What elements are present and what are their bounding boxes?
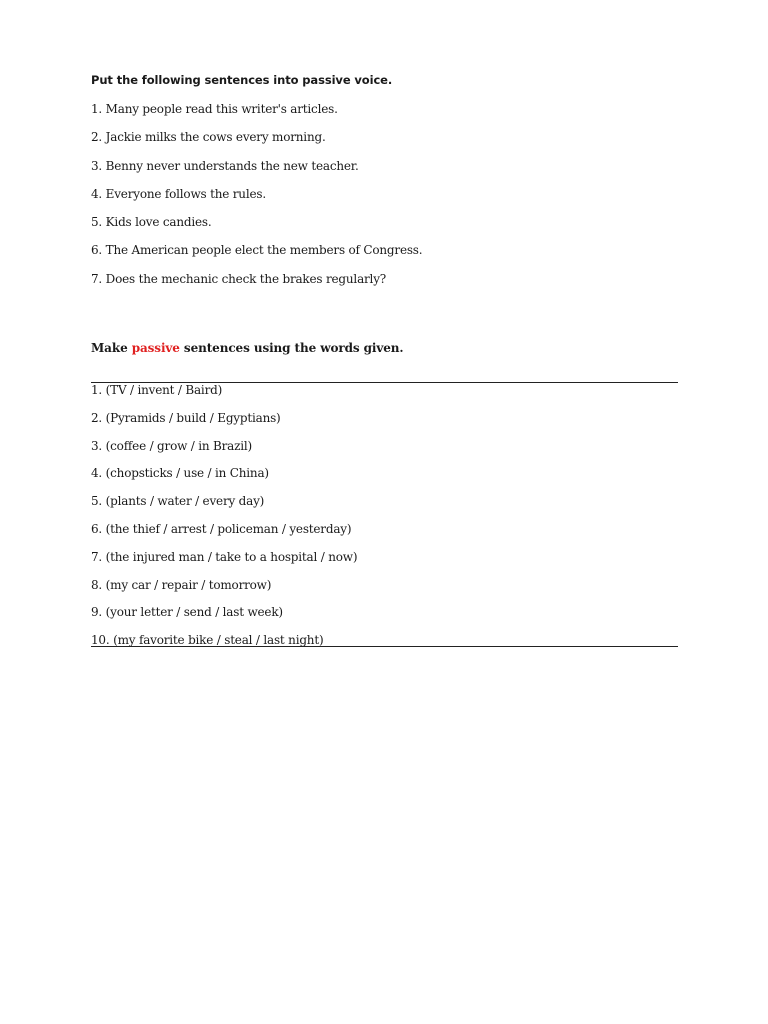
list-item: 5. (plants / water / every day) — [91, 494, 265, 509]
section1-heading: Put the following sentences into passive voice. — [91, 73, 393, 87]
list-item: 4. (chopsticks / use / in China) — [91, 466, 269, 481]
list-item: 6. The American people elect the members of Congress. — [91, 243, 423, 258]
list-item: 8. (my car / repair / tomorrow) — [91, 577, 272, 592]
table-bottom-rule — [91, 646, 678, 647]
section1-list — [91, 101, 422, 299]
list-item: 2. (Pyramids / build / Egyptians) — [91, 410, 281, 425]
list-item: 9. (your letter / send / last week) — [91, 605, 283, 620]
list-item: 10. (my favorite bike / steal / last night) — [91, 633, 324, 648]
list-item: 1. (TV / invent / Baird) — [91, 383, 223, 397]
list-item: 5. Kids love candies. — [91, 215, 212, 230]
section2-list — [91, 382, 357, 660]
heading-accent-word: passive — [131, 341, 180, 355]
list-item: 1. Many people read this writer's articles. — [91, 102, 338, 116]
list-item: 3. Benny never understands the new teacher. — [91, 158, 359, 173]
list-item: 3. (coffee / grow / in Brazil) — [91, 438, 253, 453]
heading-suffix: sentences using the words given. — [179, 341, 404, 355]
list-item: 7. Does the mechanic check the brakes regularly? — [91, 271, 387, 286]
list-item: 2. Jackie milks the cows every morning. — [91, 130, 326, 145]
list-item: 6. (the thief / arrest / policeman / yesterday) — [91, 521, 352, 536]
section2-heading — [91, 341, 403, 355]
heading-prefix: Make — [91, 341, 132, 355]
list-item: 4. Everyone follows the rules. — [91, 186, 266, 201]
list-item: 7. (the injured man / take to a hospital / now) — [91, 549, 358, 564]
